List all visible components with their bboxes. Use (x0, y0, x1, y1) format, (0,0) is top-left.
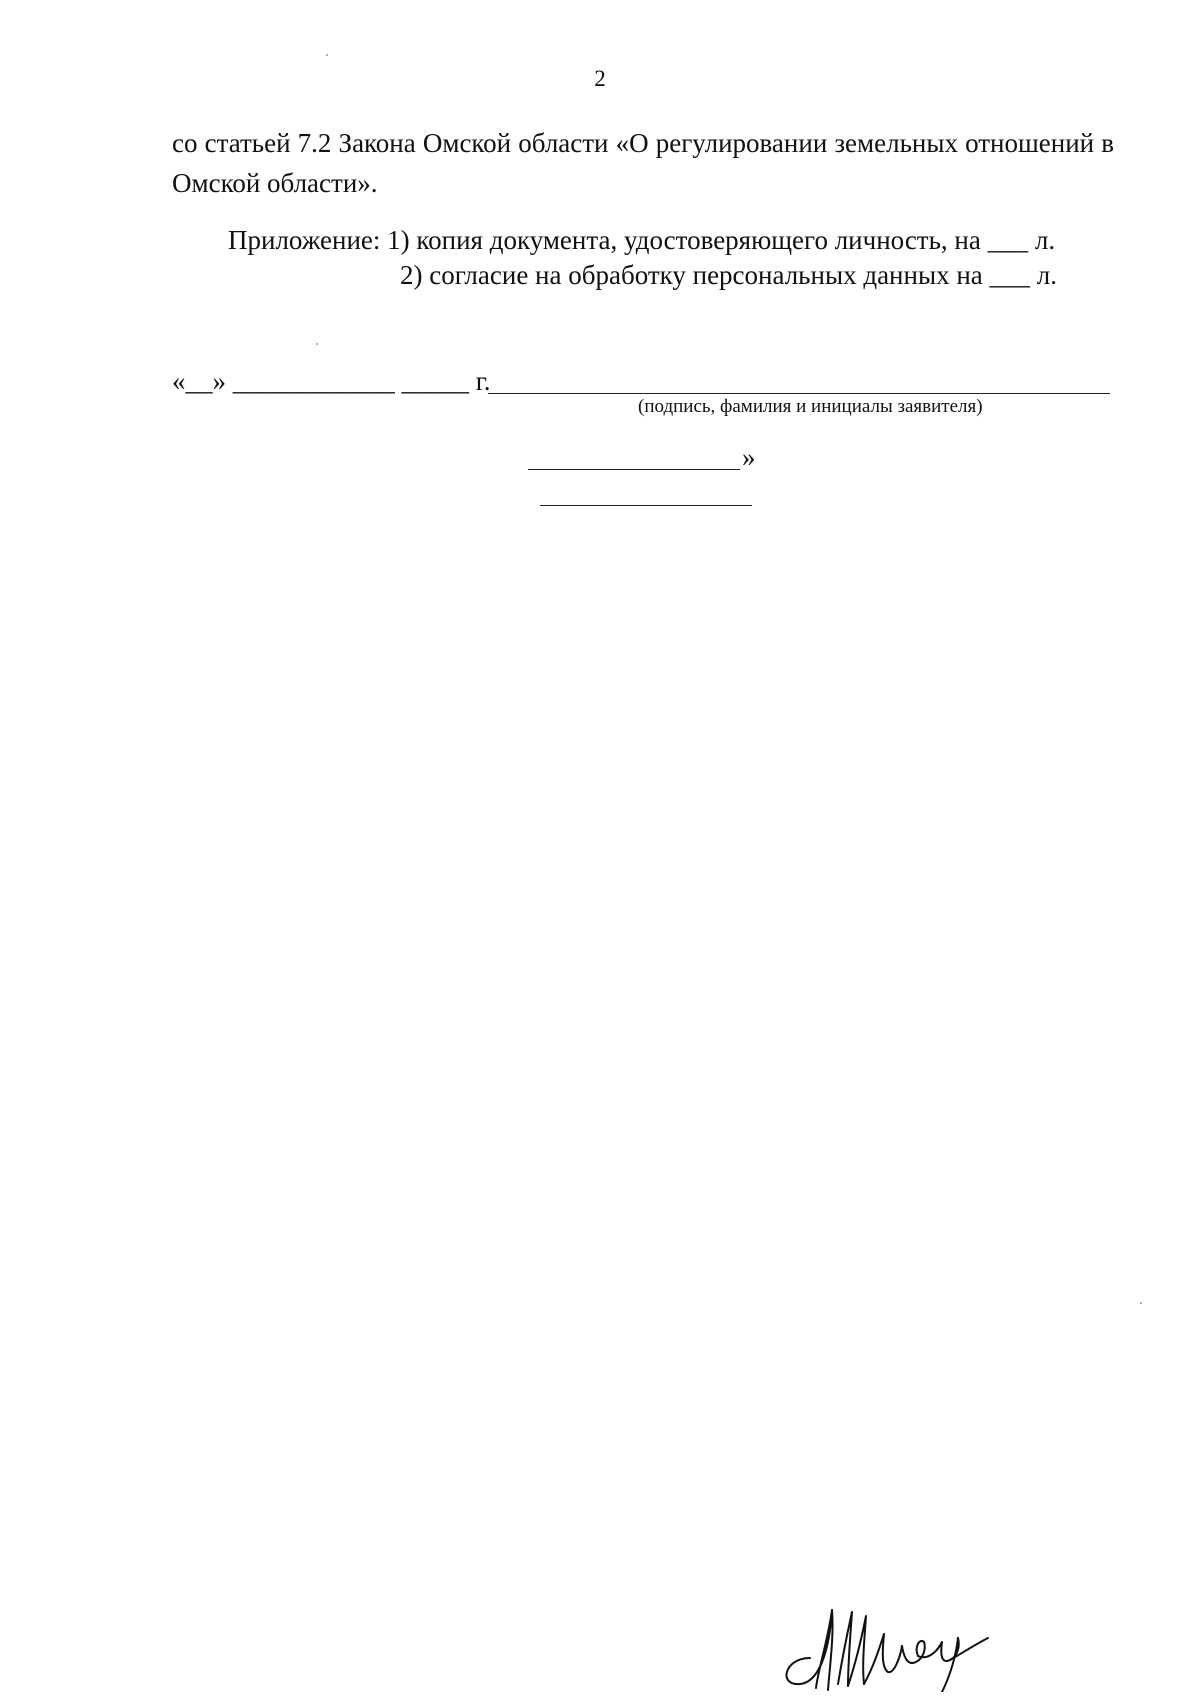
handwritten-signature (770, 1600, 1000, 1692)
signature-caption: (подпись, фамилия и инициалы заявителя) (638, 396, 983, 417)
scan-speck (1140, 1302, 1142, 1304)
attachment-item-1: Приложение: 1) копия документа, удостоверяющего личность, на ___ л. (228, 225, 1056, 255)
date-field: «__» ____________ _____ г. (172, 366, 491, 396)
body-paragraph: со статьей 7.2 Закона Омской области «О регулировании земельных отношений в Омской области». (172, 128, 1114, 198)
scan-speck (326, 54, 328, 56)
closing-quote: » (742, 442, 756, 472)
scan-speck (316, 343, 318, 345)
attachment-item-2: 2) согласие на обработку персональных данных на ___ л. (400, 260, 1058, 290)
blank-line-1 (528, 469, 740, 470)
signature-line (488, 393, 1110, 394)
blank-line-2 (540, 505, 752, 506)
page-number: 2 (594, 66, 606, 91)
